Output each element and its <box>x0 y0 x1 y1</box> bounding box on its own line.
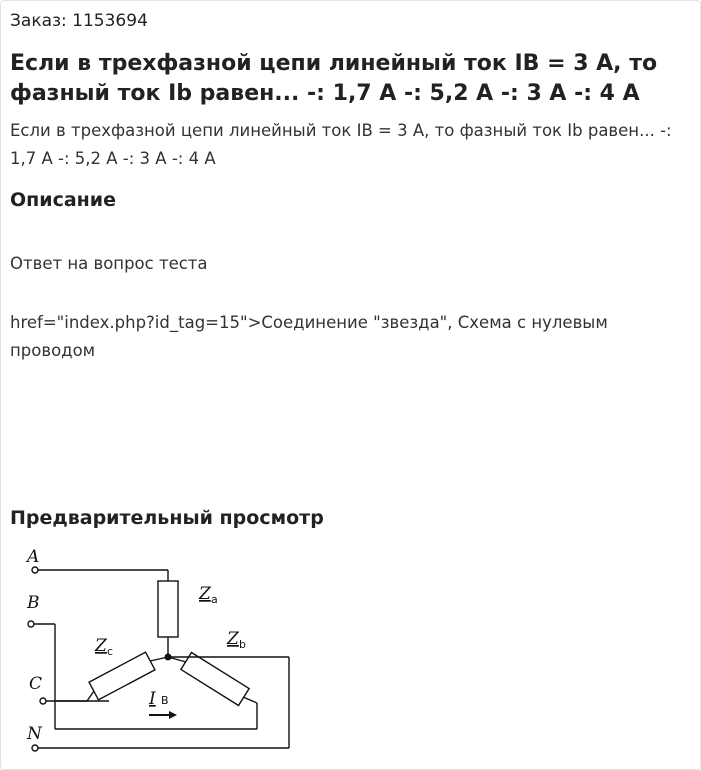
answer-text: Ответ на вопрос теста <box>10 254 208 273</box>
terminal-a-label: A <box>27 547 40 567</box>
terminal-c-node <box>40 698 46 704</box>
terminal-a-node <box>32 567 38 573</box>
impedance-c-sub: c <box>107 645 114 658</box>
impedance-b-sub: b <box>239 638 246 651</box>
terminal-c-label: C <box>29 674 43 694</box>
terminal-n-node <box>32 745 38 751</box>
current-arrow <box>149 711 177 719</box>
question-text: Если в трехфазной цепи линейный ток IB = 3 А, то фазный ток Ib равен... -: 1,7 А -: 5,2 А -: 3 А -: 4 А <box>10 121 672 168</box>
current-label: I <box>149 689 156 709</box>
href-text: href="index.php?id_tag=15">Соединение "звезда", Схема с нулевым проводом <box>10 313 608 360</box>
impedance-a-sub: a <box>211 593 218 606</box>
star-circuit-diagram <box>21 541 311 766</box>
impedance-c <box>89 652 155 700</box>
impedance-c-label: Z <box>95 636 107 656</box>
impedance-a <box>158 581 178 637</box>
impedance-a-label: Z <box>199 584 211 604</box>
terminal-n-label: N <box>27 724 42 744</box>
preview-heading: Предварительный просмотр <box>10 507 324 529</box>
question-title: Если в трехфазной цепи линейный ток IB = 3 А, то фазный ток Ib равен... -: 1,7 А -: 5,2 А -: 3 А -: 4 А <box>10 51 658 106</box>
impedance-b-label: Z <box>227 629 239 649</box>
neutral-node <box>165 654 172 661</box>
description-heading: Описание <box>10 189 117 211</box>
terminal-b-node <box>28 621 34 627</box>
current-sub: B <box>161 694 169 707</box>
order-number: Заказ: 1153694 <box>10 11 148 31</box>
terminal-b-label: B <box>27 593 40 613</box>
impedance-b <box>181 653 249 706</box>
